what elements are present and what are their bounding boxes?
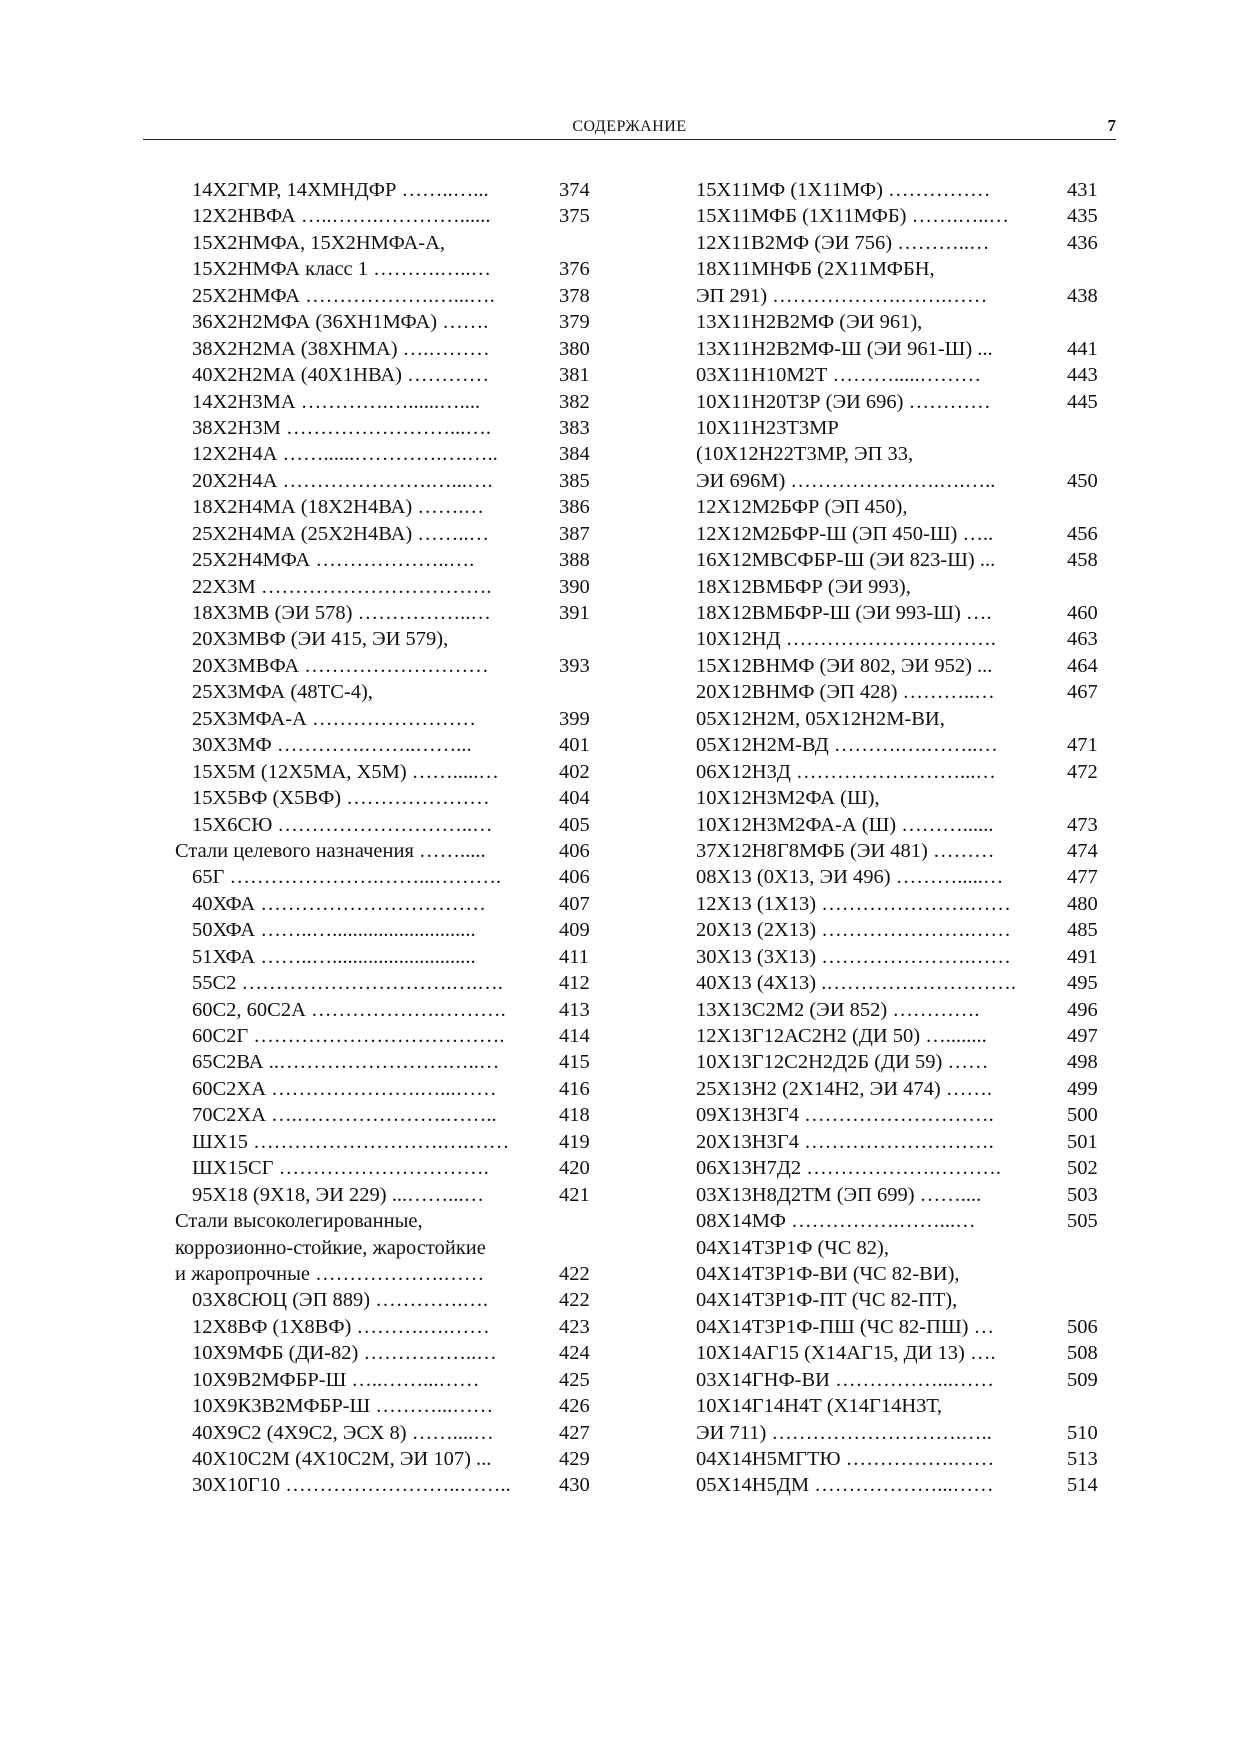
toc-entry-page: 409	[559, 919, 590, 942]
toc-entry	[696, 521, 1106, 547]
toc-entry-title: 38Х2Н2МА (38ХНМА) ….………	[192, 337, 490, 360]
toc-entry	[175, 309, 595, 335]
toc-entry-title: 40Х13 (4Х13) .……………………….	[696, 972, 1017, 995]
toc-entry-title: 13Х11Н2В2МФ-Ш (ЭИ 961-Ш) ...	[696, 337, 993, 360]
toc-entry-page: 450	[1067, 469, 1098, 492]
toc-entry	[175, 1049, 595, 1075]
toc-entry-title: 09Х13Н3Г4 ……………………….	[696, 1104, 994, 1127]
toc-entry	[175, 759, 595, 785]
toc-entry-page: 379	[559, 311, 590, 334]
toc-entry	[175, 1023, 595, 1049]
toc-entry-title: 10Х9В2МФБР-Ш …..……...……	[192, 1368, 480, 1391]
toc-entry	[175, 230, 595, 256]
toc-entry-title: 20Х13Н3Г4 ……………………….	[696, 1130, 994, 1153]
toc-entry-page: 495	[1067, 972, 1098, 995]
toc-entry-page: 419	[559, 1130, 590, 1153]
toc-category-line	[175, 1235, 595, 1261]
toc-entry	[696, 732, 1106, 758]
toc-entry-page: 480	[1067, 892, 1098, 915]
toc-entry-title: 08Х14МФ …………….……...…	[696, 1210, 976, 1233]
toc-entry	[696, 706, 1106, 732]
toc-entry	[696, 1155, 1106, 1181]
toc-entry-title: 12Х2НВФА …..…….…………......	[192, 205, 491, 228]
toc-entry	[696, 1129, 1106, 1155]
toc-entry-page: 429	[559, 1448, 590, 1470]
toc-entry-title: 36Х2Н2МФА (36ХН1МФА) …….	[192, 311, 489, 334]
toc-entry	[696, 1261, 1106, 1287]
toc-entry	[696, 1446, 1106, 1472]
toc-entry-page: 383	[559, 416, 590, 439]
toc-entry-page: 460	[1067, 602, 1098, 624]
toc-entry	[696, 309, 1106, 335]
toc-entry-title: 04Х14Т3Р1Ф (ЧС 82),	[696, 1236, 889, 1259]
toc-entry-title: 20Х3МВФА ………………………	[192, 654, 489, 677]
toc-entry-title: 10Х12Н3М2ФА-А (Ш) ………......	[696, 813, 994, 836]
toc-entry	[175, 547, 595, 573]
toc-entry-title: 15Х5ВФ (Х5ВФ) …………………	[192, 787, 490, 810]
toc-entry-title: 13Х13С2М2 (ЭИ 852) ………….	[696, 998, 980, 1021]
toc-entry	[696, 917, 1106, 943]
toc-entry-page: 415	[559, 1051, 590, 1074]
toc-entry-page: 375	[559, 205, 590, 228]
toc-entry	[175, 970, 595, 996]
toc-entry-title: 04Х14Т3Р1Ф-ПТ (ЧС 82-ПТ),	[696, 1289, 958, 1312]
toc-entry-title: 12Х12М2БФР-Ш (ЭП 450-Ш) …..	[696, 522, 994, 545]
toc-entry-title: 25Х2Н4МА (25Х2Н4ВА) ……..…	[192, 522, 490, 545]
toc-entry-title: 18Х12ВМБФР-Ш (ЭИ 993-Ш) ….	[696, 602, 992, 624]
toc-entry-page: 472	[1067, 760, 1098, 783]
toc-entry-title: 15Х11МФБ (1Х11МФБ) …….…..…	[696, 205, 1009, 228]
toc-entry-title: 03Х14ГНФ-ВИ ……………...……	[696, 1368, 994, 1391]
toc-entry-title: ЭИ 711) ……………………….…..	[696, 1421, 992, 1444]
toc-entry-page: 391	[559, 602, 590, 624]
toc-entry-title: 10Х14АГ15 (Х14АГ15, ДИ 13) ….	[696, 1342, 996, 1365]
toc-entry	[696, 1049, 1106, 1075]
toc-entry	[696, 679, 1106, 705]
toc-entry-page: 443	[1067, 364, 1098, 387]
toc-entry-page: 485	[1067, 919, 1098, 942]
toc-column-left	[175, 177, 595, 1499]
toc-entry-page: 385	[559, 469, 590, 492]
toc-entry-title: 18Х12ВМБФР (ЭИ 993),	[696, 575, 911, 598]
toc-entry-page: 503	[1067, 1183, 1098, 1206]
toc-entry	[175, 1287, 595, 1313]
toc-entry-page: 508	[1067, 1342, 1098, 1365]
toc-entry-title: коррозионно-стойкие, жаростойкие	[175, 1236, 486, 1259]
toc-entry-title: 15Х6СЮ ………………………..…	[192, 813, 493, 836]
page-title: СОДЕРЖАНИЕ	[572, 118, 687, 135]
toc-category-line	[175, 838, 595, 864]
toc-entry-page: 514	[1067, 1474, 1098, 1497]
toc-entry-page: 471	[1067, 734, 1098, 757]
toc-entry	[175, 944, 595, 970]
toc-entry-title: 25Х2НМФА ……………….…...….	[192, 284, 495, 307]
toc-entry-title: 18Х11МНФБ (2Х11МФБН,	[696, 258, 935, 281]
toc-entry-title: 13Х11Н2В2МФ (ЭИ 961),	[696, 311, 923, 334]
toc-entry-title: ШХ15СГ ………………………….	[192, 1157, 489, 1180]
toc-entry-title: 10Х11Н20Т3Р (ЭИ 696) …………	[696, 390, 991, 413]
toc-entry	[175, 1393, 595, 1419]
toc-entry-title: 14Х2Н3МА ………….…......…....	[192, 390, 481, 413]
toc-entry-title: 10Х12НД ………………………….	[696, 628, 996, 651]
toc-entry	[696, 203, 1106, 229]
toc-entry-title: 20Х12ВНМФ (ЭП 428) ………..…	[696, 681, 995, 704]
toc-entry-page: 491	[1067, 945, 1098, 968]
toc-entry-page: 401	[559, 734, 590, 757]
toc-entry-title: 10Х11Н23Т3МР	[696, 416, 839, 439]
toc-entry-page: 426	[559, 1395, 590, 1418]
toc-entry	[696, 468, 1106, 494]
toc-entry	[175, 1314, 595, 1340]
toc-entry	[175, 494, 595, 520]
toc-entry	[696, 1208, 1106, 1234]
toc-entry-page: 464	[1067, 654, 1098, 677]
toc-entry	[696, 1367, 1106, 1393]
toc-entry-title: 15Х2НМФА класс 1 ……….…..…	[192, 258, 492, 281]
toc-entry	[696, 1287, 1106, 1313]
toc-entry-title: 50ХФА ……..…............................	[192, 919, 476, 942]
toc-entry-page: 413	[559, 998, 590, 1021]
toc-entry-page: 463	[1067, 628, 1098, 651]
toc-entry-page: 421	[559, 1183, 590, 1206]
toc-entry-title: ЭП 291) ……………….…….……	[696, 284, 988, 307]
toc-entry-page: 431	[1067, 179, 1098, 201]
toc-entry-title: 12Х12М2БФР (ЭП 450),	[696, 496, 908, 519]
toc-entry-page: 445	[1067, 390, 1098, 413]
toc-entry-page: 435	[1067, 205, 1098, 228]
toc-entry-page: 387	[559, 522, 590, 545]
toc-entry	[175, 468, 595, 494]
toc-entry-title: 12Х13Г12АС2Н2 (ДИ 50) …........	[696, 1025, 987, 1047]
toc-entry	[175, 1182, 595, 1208]
toc-entry-page: 422	[559, 1289, 590, 1312]
toc-entry	[696, 336, 1106, 362]
toc-entry-title: 30Х10Г10 ……………………..……..	[192, 1474, 511, 1497]
toc-entry	[696, 864, 1106, 890]
toc-entry-title: 12Х11В2МФ (ЭИ 756) ………..…	[696, 231, 990, 254]
toc-entry-page: 436	[1067, 231, 1098, 254]
toc-entry	[175, 574, 595, 600]
toc-entry-title: 10Х9К3В2МФБР-Ш ………...……	[192, 1395, 494, 1418]
toc-entry	[175, 256, 595, 282]
toc-entry-page: 502	[1067, 1157, 1098, 1180]
toc-entry-title: 25Х3МФА-А ……………………	[192, 707, 476, 730]
toc-entry	[175, 1446, 595, 1472]
toc-entry	[175, 812, 595, 838]
toc-entry-page: 510	[1067, 1421, 1098, 1444]
toc-entry-page: 420	[559, 1157, 590, 1180]
toc-entry-page: 456	[1067, 522, 1098, 545]
toc-entry-page: 477	[1067, 866, 1098, 889]
toc-entry	[696, 1102, 1106, 1128]
toc-entry	[696, 1393, 1106, 1419]
toc-entry	[696, 626, 1106, 652]
toc-entry	[696, 812, 1106, 838]
toc-entry-title: 25Х3МФА (48ТС-4),	[192, 681, 373, 704]
toc-entry-title: 30Х13 (3Х13) ………………….……	[696, 945, 1011, 968]
toc-entry-title: 10Х13Г12С2Н2Д2Б (ДИ 59) ……	[696, 1051, 989, 1074]
toc-entry-page: 376	[559, 258, 590, 281]
toc-entry	[175, 362, 595, 388]
toc-entry-page: 378	[559, 284, 590, 307]
toc-entry	[175, 1155, 595, 1181]
toc-entry-page: 384	[559, 443, 590, 466]
toc-entry-title: 08Х13 (0Х13, ЭИ 496) ……….....…	[696, 866, 1004, 889]
toc-entry-title: 14Х2ГМР, 14ХМНДФР ……..…...	[192, 179, 489, 201]
toc-entry-page: 414	[559, 1025, 590, 1047]
toc-entry-title: 05Х14Н5ДМ ………………...……	[696, 1474, 994, 1497]
toc-category-line	[175, 1208, 595, 1234]
toc-entry-title: 60С2Г ……………………………….	[192, 1025, 505, 1047]
toc-entry-title: ЭИ 696М) ………………….….…..	[696, 469, 996, 492]
toc-entry-page: 423	[559, 1315, 590, 1338]
toc-entry	[696, 891, 1106, 917]
toc-entry-title: 15Х5М (12Х5МА, Х5М) …….....…	[192, 760, 499, 783]
toc-entry	[696, 1023, 1106, 1049]
toc-entry	[696, 1420, 1106, 1446]
toc-entry-title: 70С2ХА ….………………….……..	[192, 1104, 497, 1127]
toc-entry	[696, 1182, 1106, 1208]
toc-entry	[696, 547, 1106, 573]
toc-entry-title: 03Х11Н10М2Т ……….....………	[696, 364, 982, 387]
toc-entry-page: 418	[559, 1104, 590, 1127]
toc-entry-title: 04Х14Н5МГТЮ …………….……	[696, 1448, 995, 1470]
toc-entry	[696, 1472, 1106, 1498]
toc-entry	[696, 1076, 1106, 1102]
toc-entry	[175, 679, 595, 705]
toc-entry-title: 10Х14Г14Н4Т (Х14Г14Н3Т,	[696, 1395, 942, 1418]
toc-entry-title: 25Х13Н2 (2Х14Н2, ЭИ 474) …….	[696, 1077, 992, 1100]
toc-entry-title: 60С2, 60С2А ……………….……….	[192, 998, 506, 1021]
toc-entry	[175, 626, 595, 652]
toc-entry-page: 405	[559, 813, 590, 836]
toc-entry-title: 05Х12Н2М-ВД ……….….……..…	[696, 734, 998, 757]
toc-entry	[175, 1367, 595, 1393]
toc-entry	[175, 785, 595, 811]
toc-entry	[696, 362, 1106, 388]
toc-entry	[696, 1235, 1106, 1261]
toc-entry	[175, 389, 595, 415]
toc-category-line	[175, 1261, 595, 1287]
toc-entry-title: 06Х13Н7Д2 ……………….……….	[696, 1157, 1001, 1180]
page-header	[143, 113, 1116, 140]
toc-entry-page: 393	[559, 654, 590, 677]
page-number: 7	[1107, 116, 1116, 135]
toc-entry	[175, 1076, 595, 1102]
toc-entry-title: 12Х8ВФ (1Х8ВФ) ……….….……	[192, 1315, 490, 1338]
toc-entry	[175, 653, 595, 679]
toc-entry	[175, 336, 595, 362]
toc-entry-page: 404	[559, 787, 590, 810]
toc-entry-page: 497	[1067, 1025, 1098, 1047]
toc-entry-title: 12Х2Н4А ……......………….….…..	[192, 443, 498, 466]
toc-entry-title: ШХ15 ……………………….….……	[192, 1130, 510, 1153]
toc-entry-title: 18Х3МВ (ЭИ 578) ……………..…	[192, 602, 491, 624]
toc-entry-title: 40Х9С2 (4Х9С2, ЭСХ 8) ……....…	[192, 1421, 494, 1444]
toc-entry-page: 499	[1067, 1077, 1098, 1100]
toc-entry-page: 412	[559, 972, 590, 995]
toc-entry-page: 496	[1067, 998, 1098, 1021]
toc-entry	[696, 600, 1106, 626]
toc-entry-title: 18Х2Н4МА (18Х2Н4ВА) …….…	[192, 496, 484, 519]
toc-entry	[175, 177, 595, 203]
toc-entry	[175, 203, 595, 229]
toc-entry	[175, 1102, 595, 1128]
toc-entry-page: 500	[1067, 1104, 1098, 1127]
toc-entry-page: 473	[1067, 813, 1098, 836]
toc-entry-title: 03Х13Н8Д2ТМ (ЭП 699) ……....	[696, 1183, 982, 1206]
toc-entry	[175, 917, 595, 943]
toc-entry	[175, 1340, 595, 1366]
toc-entry-title: 20Х13 (2Х13) ………………….……	[696, 919, 1011, 942]
toc-entry-title: 12Х13 (1Х13) ………………….……	[696, 892, 1011, 915]
toc-entry-title: 06Х12Н3Д ……………………...…	[696, 760, 996, 783]
toc-entry-title: 65Г ………………….……...……….	[192, 866, 502, 889]
toc-entry-page: 513	[1067, 1448, 1098, 1470]
toc-entry-page: 380	[559, 337, 590, 360]
toc-entry-page: 425	[559, 1368, 590, 1391]
toc-entry-title: (10Х12Н22Т3МР, ЭП 33,	[696, 443, 914, 466]
toc-entry-page: 424	[559, 1342, 590, 1365]
toc-entry	[175, 1420, 595, 1446]
toc-entry	[696, 415, 1106, 441]
toc-entry-title: 15Х2НМФА, 15Х2НМФА-А,	[192, 231, 446, 254]
toc-entry	[175, 997, 595, 1023]
toc-entry	[175, 441, 595, 467]
toc-entry-page: 467	[1067, 681, 1098, 704]
toc-entry-page: 438	[1067, 284, 1098, 307]
toc-entry	[696, 494, 1106, 520]
toc-entry	[696, 256, 1106, 282]
toc-entry-page: 411	[559, 945, 589, 968]
toc-entry-page: 506	[1067, 1315, 1098, 1338]
toc-entry	[175, 521, 595, 547]
toc-entry-page: 402	[559, 760, 590, 783]
toc-entry-title: 55С2 ………………………….….….	[192, 972, 503, 995]
toc-entry	[696, 838, 1106, 864]
toc-entry-title: 20Х2Н4А ………………….…...….	[192, 469, 493, 492]
toc-entry	[175, 283, 595, 309]
toc-entry-title: 04Х14Т3Р1Ф-ВИ (ЧС 82-ВИ),	[696, 1262, 960, 1285]
toc-entry-page: 498	[1067, 1051, 1098, 1074]
toc-entry-title: 40Х2Н2МА (40Х1НВА) …………	[192, 364, 490, 387]
toc-entry	[175, 706, 595, 732]
toc-entry	[696, 653, 1106, 679]
toc-entry-page: 406	[559, 866, 590, 889]
toc-entry-page: 501	[1067, 1130, 1098, 1153]
toc-entry-page: 441	[1067, 337, 1098, 360]
toc-entry	[696, 441, 1106, 467]
toc-entry-title: 30Х3МФ ………….……..……...	[192, 734, 472, 757]
toc-entry	[696, 1314, 1106, 1340]
toc-entry	[696, 997, 1106, 1023]
toc-entry	[696, 389, 1106, 415]
toc-entry-title: Стали целевого назначения …….....	[175, 839, 486, 862]
toc-entry-page: 505	[1067, 1210, 1098, 1233]
toc-entry-title: 40Х10С2М (4Х10С2М, ЭИ 107) ...	[192, 1448, 492, 1470]
toc-entry-page: 458	[1067, 549, 1098, 572]
toc-entry-title: 10Х12Н3М2ФА (Ш),	[696, 787, 880, 810]
toc-entry-title: 65С2ВА ..…………………….…..…	[192, 1051, 500, 1074]
toc-entry	[696, 574, 1106, 600]
toc-entry	[696, 759, 1106, 785]
toc-entry-title: 37Х12Н8Г8МФБ (ЭИ 481) ………	[696, 839, 995, 862]
toc-entry-page: 381	[559, 364, 590, 387]
toc-entry-title: 15Х12ВНМФ (ЭИ 802, ЭИ 952) ...	[696, 654, 993, 677]
toc-entry	[175, 864, 595, 890]
toc-entry-page: 386	[559, 496, 590, 519]
toc-entry	[175, 1472, 595, 1498]
toc-entry-title: 60С2ХА ………………….…...……	[192, 1077, 497, 1100]
toc-entry	[696, 944, 1106, 970]
toc-entry-page: 388	[559, 549, 590, 572]
toc-entry-page: 399	[559, 707, 590, 730]
toc-entry	[696, 1340, 1106, 1366]
toc-entry-title: 25Х2Н4МФА ………………..….	[192, 549, 475, 572]
toc-entry-title: 03Х8СЮЦ (ЭП 889) ………….….	[192, 1289, 488, 1312]
toc-entry-page: 427	[559, 1421, 590, 1444]
toc-entry-title: и жаропрочные ……………….……	[175, 1262, 485, 1285]
toc-entry	[175, 1129, 595, 1155]
toc-entry-title: 22Х3М …………………………….	[192, 575, 492, 598]
toc-entry-page: 406	[559, 839, 590, 862]
toc-entry-title: 04Х14Т3Р1Ф-ПШ (ЧС 82-ПШ) …	[696, 1315, 995, 1338]
toc-entry-title: 15Х11МФ (1Х11МФ) ……………	[696, 179, 991, 201]
toc-entry-page: 416	[559, 1077, 590, 1100]
toc-entry-page: 374	[559, 179, 590, 201]
toc-entry	[696, 970, 1106, 996]
toc-entry-page: 430	[559, 1474, 590, 1497]
toc-entry	[696, 283, 1106, 309]
toc-entry	[696, 785, 1106, 811]
toc-entry-title: Стали высоколегированные,	[175, 1210, 423, 1233]
toc-entry-page: 474	[1067, 839, 1098, 862]
toc-entry-page: 422	[559, 1262, 590, 1285]
toc-entry	[696, 177, 1106, 203]
toc-entry	[175, 891, 595, 917]
toc-entry-page: 390	[559, 575, 590, 598]
toc-entry-title: 51ХФА ……..…............................	[192, 945, 476, 968]
toc-entry-title: 95Х18 (9Х18, ЭИ 229) ...……...…	[192, 1183, 484, 1206]
toc-column-right	[696, 177, 1106, 1499]
toc-entry-page: 509	[1067, 1368, 1098, 1391]
toc-entry-title: 20Х3МВФ (ЭИ 415, ЭИ 579),	[192, 628, 449, 651]
toc-entry-title: 10Х9МФБ (ДИ-82) ……………..…	[192, 1342, 497, 1365]
toc-entry-title: 40ХФА ……………………………	[192, 892, 486, 915]
toc-entry	[175, 732, 595, 758]
toc-entry-title: 38Х2Н3М ……………………...….	[192, 416, 491, 439]
toc-entry	[696, 230, 1106, 256]
toc-entry-title: 05Х12Н2М, 05Х12Н2М-ВИ,	[696, 707, 945, 730]
toc-entry-title: 16Х12МВСФБР-Ш (ЭИ 823-Ш) ...	[696, 549, 996, 572]
toc-entry	[175, 415, 595, 441]
toc-entry-page: 382	[559, 390, 590, 413]
toc-entry-page: 407	[559, 892, 590, 915]
toc-entry	[175, 600, 595, 626]
